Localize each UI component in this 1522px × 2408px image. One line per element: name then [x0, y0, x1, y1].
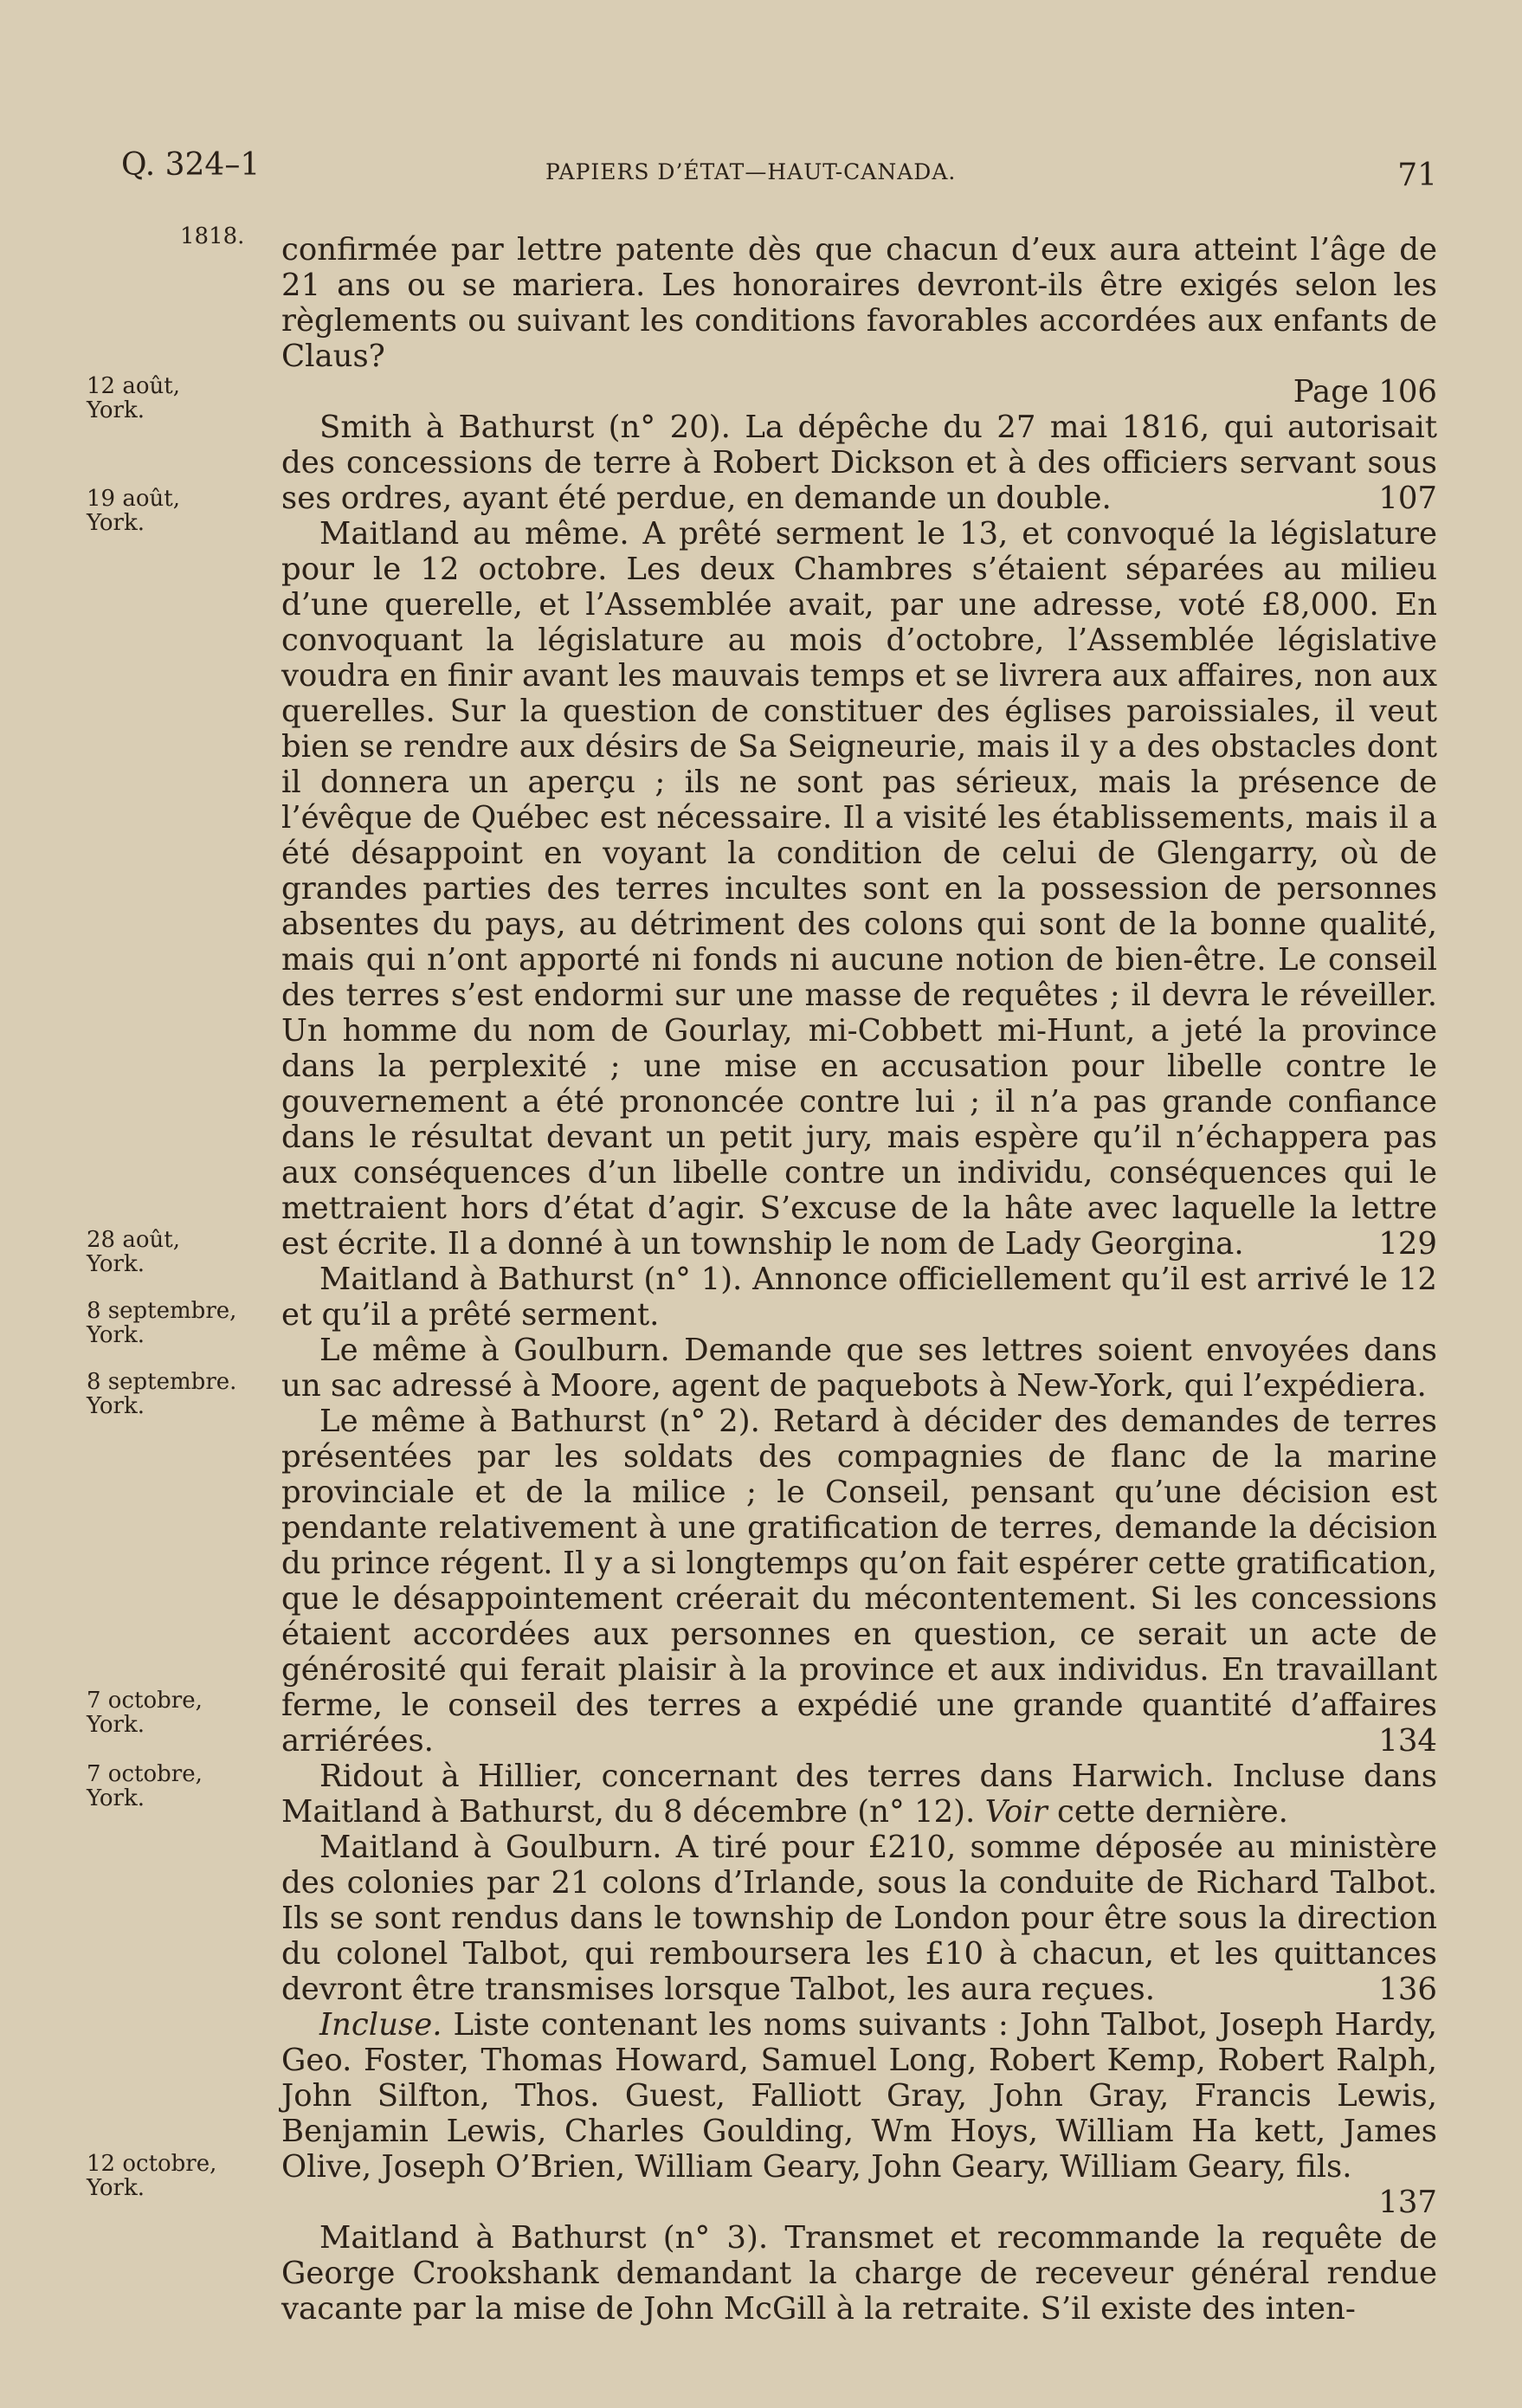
entry-text: Ridout à Hillier, concernant des terres dans Harwich. Incluse dans Maitland à Bathurst, du 8 décembre (n° 12). [281, 1759, 1437, 1830]
margin-place: York. [87, 1322, 145, 1348]
entry-paragraph [281, 1262, 1437, 1333]
entry-text: Maitland à Bathurst (n° 1). Annonce officiellement qu’il est arrivé le 12 et qu’il a prêté serment. [281, 1262, 1437, 1333]
page-reference: Page 106 [1293, 374, 1437, 410]
entry-text: Le même à Bathurst (n° 2). Retard à décider des demandes de terres présentées par les soldats des compagnies de flanc de la marine provinciale et de la milice ; le Conseil, pensant qu’une décision est pendante relativement à une gratification de terres, demande la décision du prince régent. Il y a si longtemps qu’on fait espérer cette gratification, que le désappointement créerait du mécontentement. Si les concessions étaient accordées aux personnes en question, ce serait un acte de générosité qui ferait plaisir à la province et aux individus. En travaillant ferme, le conseil des terres a expédié une grande quantité d’affaires arriérées. [281, 1404, 1437, 1759]
margin-note [87, 2152, 260, 2200]
margin-place: York. [87, 1393, 145, 1419]
entry-text: Le même à Goulburn. Demande que ses lettres soient envoyées dans un sac adressé à Moore, agent de paquebots à New-York, qui l’expédiera. [281, 1333, 1437, 1404]
year-note: 1818. [180, 223, 245, 249]
margin-date: 7 octobre, [87, 1761, 203, 1787]
margin-date: 12 août, [87, 373, 180, 399]
page-reference: 129 [1378, 1226, 1437, 1262]
margin-date: 8 septembre. [87, 1369, 237, 1395]
page-reference: 137 [1378, 2185, 1437, 2220]
page-reference: 107 [1378, 481, 1437, 516]
page-reference: 134 [1378, 1723, 1437, 1759]
margin-place: York. [87, 1251, 145, 1277]
margin-note [87, 1299, 260, 1347]
entry-paragraph [281, 232, 1437, 410]
margin-place: York. [87, 1785, 145, 1811]
entry-paragraph [281, 1404, 1437, 1759]
margin-place: York. [87, 1712, 145, 1738]
page-number: 71 [1397, 158, 1437, 193]
margin-note [87, 1688, 260, 1737]
entry-paragraph [281, 1759, 1437, 1830]
entry-paragraph [281, 1830, 1437, 2007]
page-reference: 136 [1378, 1972, 1437, 2007]
entry-paragraph [281, 2220, 1437, 2327]
margin-place: York. [87, 2175, 145, 2201]
main-text [281, 232, 1437, 2327]
margin-date: 7 octobre, [87, 1688, 203, 1714]
entry-text: Liste contenant les noms suivants : John Talbot, Joseph Hardy, Geo. Foster, Thomas Howard, Samuel Long, Robert Kemp, Robert Ralph, John Silfton, Thos. Guest, Falliott Gray, John Gray, Francis Lewis, Benjamin Lewis, Charles Goulding, Wm Hoys, William Ha kett, James Olive, Joseph O’Brien, William Geary, John Geary, William Geary, fils. [281, 2007, 1437, 2185]
entry-text: Maitland à Bathurst (n° 3). Transmet et recommande la requête de George Crookshank demandant la charge de receveur général rendue vacante par la mise de John McGill à la retraite. S’il existe des inten- [281, 2220, 1437, 2327]
volume-reference: Q. 324–1 [121, 147, 261, 183]
entry-text: Maitland au même. A prêté serment le 13, et convoqué la législature pour le 12 octobre. Les deux Chambres s’étaient séparées au milieu d’une querelle, et l’Assemblée avait, par une adresse, voté £8,000. En convoquant la législature au mois d’octobre, l’Assemblée législative voudra en finir avant les mauvais temps et se livrera aux affaires, non aux querelles. Sur la question de constituer des églises paroissiales, il veut bien se rendre aux désirs de Sa Seigneurie, mais il y a des obstacles dont il donnera un aperçu ; ils ne sont pas sérieux, mais la présence de l’évêque de Québec est nécessaire. Il a visité les établissements, mais il a été désappoint en voyant la condition de celui de Glengarry, où de grandes parties des terres incultes sont en la possession de personnes absentes du pays, au détriment des colons qui sont de la bonne qualité, mais qui n’ont apporté ni fonds ni aucune notion de bien-être. Le conseil des terres s’est endormi sur une masse de requêtes ; il devra le réveiller. Un homme du nom de Gourlay, mi-Cobbett mi-Hunt, a jeté la province dans la perplexité ; une mise en accusation pour libelle contre le gouvernement a été prononcée contre lui ; il n’a pas grande confiance dans le résultat devant un petit jury, mais espère qu’il n’échappera pas aux conséquences d’un libelle contre un individu, conséquences qui le mettraient hors d’état d’agir. S’excuse de la hâte avec laquelle la lettre est écrite. Il a donné à un township le nom de Lady Georgina. [281, 516, 1437, 1262]
margin-note [87, 374, 260, 423]
running-title: PAPIERS D’ÉTAT—HAUT-CANADA. [545, 159, 957, 184]
margin-note [87, 1370, 260, 1418]
incluse-label: Incluse. [319, 2007, 442, 2043]
entry-paragraph [281, 410, 1437, 516]
entry-paragraph [281, 2007, 1437, 2220]
margin-note [87, 1228, 260, 1276]
margin-date: 8 septembre, [87, 1298, 237, 1324]
margin-place: York. [87, 510, 145, 536]
entry-paragraph [281, 516, 1437, 1262]
margin-note [87, 487, 260, 535]
entry-paragraph [281, 1333, 1437, 1404]
entry-text: cette dernière. [1047, 1794, 1288, 1830]
entry-text: Maitland à Goulburn. A tiré pour £210, somme déposée au ministère des colonies par 21 colons d’Irlande, sous la conduite de Richard Talbot. Ils se sont rendus dans le township de London pour être sous la direction du colonel Talbot, qui remboursera les £10 à chacun, et les quittances devront être transmises lorsque Talbot, les aura reçues. [281, 1830, 1437, 2007]
margin-date: 19 août, [87, 486, 180, 512]
margin-date: 12 octobre, [87, 2151, 217, 2177]
entry-text: confirmée par lettre patente dès que chacun d’eux aura atteint l’âge de 21 ans ou se mariera. Les honoraires devront-ils être exigés selon les règlements ou suivant les conditions favorables accordées aux enfants de Claus? [281, 232, 1437, 374]
page-header [121, 147, 1437, 199]
entry-text: Smith à Bathurst (n° 20). La dépêche du 27 mai 1816, qui autorisait des concessions de terre à Robert Dickson et à des officiers servant sous ses ordres, ayant été perdue, en demande un double. [281, 410, 1437, 516]
margin-note [87, 1762, 260, 1811]
margin-place: York. [87, 397, 145, 423]
margin-date: 28 août, [87, 1227, 180, 1253]
voir-label: Voir [984, 1794, 1048, 1830]
